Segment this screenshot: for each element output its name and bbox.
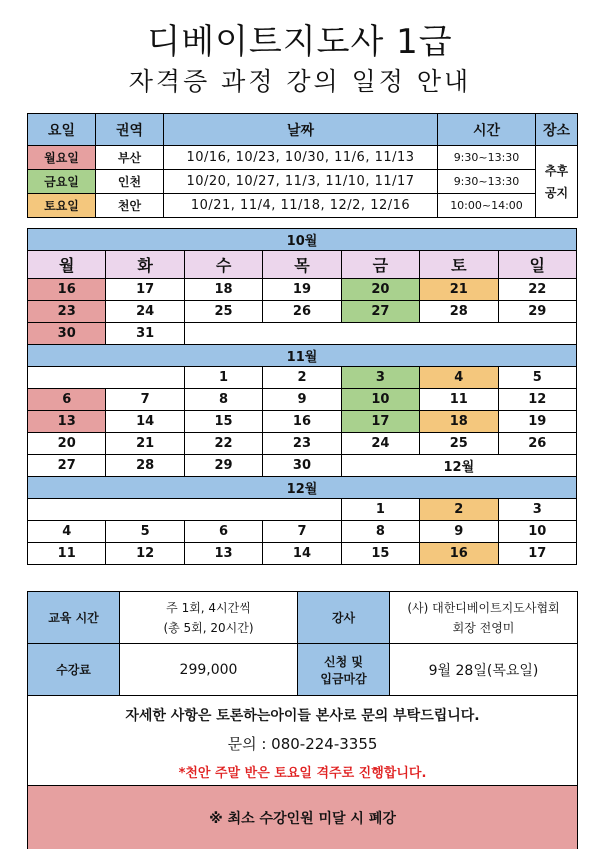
- place-line1: 추후: [544, 163, 569, 178]
- header-place: 장소: [536, 114, 578, 146]
- calendar-day: 22: [498, 279, 576, 301]
- calendar-empty: [28, 367, 185, 389]
- calendar-week: [28, 433, 577, 455]
- calendar-week: [28, 279, 577, 301]
- instructor-value: [390, 592, 578, 644]
- schedule-row-monday: [28, 146, 578, 170]
- header-dates: 날짜: [164, 114, 438, 146]
- weekday-row: [28, 251, 577, 279]
- day-monday: 월요일: [28, 146, 96, 170]
- calendar-day: 20: [28, 433, 106, 455]
- calendar-day: 12: [106, 543, 184, 565]
- calendar-day: 14: [263, 543, 341, 565]
- calendar-day: 27: [341, 301, 419, 323]
- time-incheon: 9:30~13:30: [438, 170, 536, 194]
- calendar-day: 4: [420, 367, 498, 389]
- calendar-day: 8: [341, 521, 419, 543]
- deadline-label-line2: 입금마감: [320, 671, 367, 686]
- info-row-notice: [28, 696, 578, 786]
- instructor-line2: 회장 전영미: [452, 620, 515, 635]
- calendar-day: 24: [106, 301, 184, 323]
- main-title: 디베이트지도사 1급: [147, 22, 453, 62]
- calendar-day: 11: [28, 543, 106, 565]
- header-time: 시간: [438, 114, 536, 146]
- info-table: [27, 591, 578, 849]
- weekday-tue: 화: [106, 251, 184, 279]
- deadline-label: [298, 644, 390, 696]
- calendar-day: 22: [184, 433, 262, 455]
- instructor-label: 강사: [298, 592, 390, 644]
- notice-cheonan: *천안 주말 반은 토요일 격주로 진행합니다.: [178, 765, 427, 781]
- calendar-table: [27, 228, 577, 565]
- calendar-day: 5: [498, 367, 576, 389]
- calendar-day: 19: [263, 279, 341, 301]
- time-busan: 9:30~13:30: [438, 146, 536, 170]
- calendar-day: 12: [498, 389, 576, 411]
- calendar-day: 3: [341, 367, 419, 389]
- place-cell: [536, 146, 578, 218]
- weekday-wed: 수: [184, 251, 262, 279]
- notice-cell: [28, 696, 578, 786]
- header-day: 요일: [28, 114, 96, 146]
- calendar-day: 17: [498, 543, 576, 565]
- calendar-day: 28: [420, 301, 498, 323]
- calendar-day: 9: [420, 521, 498, 543]
- calendar-week: [28, 543, 577, 565]
- notice-inquiry-text: 자세한 사항은 토론하는아이들 본사로 문의 부탁드립니다.: [125, 707, 480, 724]
- calendar-week: [28, 455, 577, 477]
- calendar-week: [28, 323, 577, 345]
- calendar-day: 17: [341, 411, 419, 433]
- calendar-week: [28, 499, 577, 521]
- month-label-oct: 10월: [28, 229, 577, 251]
- calendar-day: 15: [341, 543, 419, 565]
- inline-month-label: 12월: [341, 455, 576, 477]
- calendar-day: 29: [184, 455, 262, 477]
- place-line2: 공지: [544, 185, 569, 200]
- weekday-mon: 월: [28, 251, 106, 279]
- calendar-day: 7: [106, 389, 184, 411]
- month-label-nov: 11월: [28, 345, 577, 367]
- calendar-day: 7: [263, 521, 341, 543]
- cancellation-warning: ※ 최소 수강인원 미달 시 폐강: [28, 786, 578, 849]
- calendar-day: 21: [420, 279, 498, 301]
- dates-busan: 10/16, 10/23, 10/30, 11/6, 11/13: [164, 146, 438, 170]
- calendar-day: 2: [263, 367, 341, 389]
- weekday-thu: 목: [263, 251, 341, 279]
- fee-label: 수강료: [28, 644, 120, 696]
- calendar-week: [28, 367, 577, 389]
- header-region: 권역: [96, 114, 164, 146]
- calendar-empty: [184, 323, 576, 345]
- calendar-day: 25: [420, 433, 498, 455]
- sub-title: 자격증 과정 강의 일정 안내: [128, 67, 472, 96]
- calendar-day: 10: [341, 389, 419, 411]
- calendar-day: 15: [184, 411, 262, 433]
- calendar-week: [28, 411, 577, 433]
- time-cheonan: 10:00~14:00: [438, 194, 536, 218]
- calendar-day: 21: [106, 433, 184, 455]
- notice-phone: 문의 : 080-224-3355: [227, 734, 378, 753]
- calendar-day: 6: [184, 521, 262, 543]
- calendar-day: 24: [341, 433, 419, 455]
- calendar-day: 23: [263, 433, 341, 455]
- calendar-day: 16: [420, 543, 498, 565]
- month-label-dec: 12월: [28, 477, 577, 499]
- calendar-week: [28, 389, 577, 411]
- weekday-sat: 토: [420, 251, 498, 279]
- edu-time-label: 교육 시간: [28, 592, 120, 644]
- deadline-label-line1: 신청 및: [324, 654, 363, 669]
- calendar-day: 1: [341, 499, 419, 521]
- calendar-day: 27: [28, 455, 106, 477]
- calendar-day: 3: [498, 499, 576, 521]
- calendar-day: 30: [28, 323, 106, 345]
- calendar-day: 16: [28, 279, 106, 301]
- calendar-day: 26: [498, 433, 576, 455]
- info-row-2: [28, 644, 578, 696]
- schedule-header-row: [28, 114, 578, 146]
- calendar-day: 26: [263, 301, 341, 323]
- calendar-day: 4: [28, 521, 106, 543]
- calendar-day: 14: [106, 411, 184, 433]
- schedule-table: [27, 113, 578, 218]
- region-incheon: 인천: [96, 170, 164, 194]
- day-friday: 금요일: [28, 170, 96, 194]
- calendar-day: 19: [498, 411, 576, 433]
- schedule-row-saturday: [28, 194, 578, 218]
- calendar-day: 18: [184, 279, 262, 301]
- calendar-day: 23: [28, 301, 106, 323]
- calendar-empty: [28, 499, 342, 521]
- calendar-day: 9: [263, 389, 341, 411]
- calendar-day: 30: [263, 455, 341, 477]
- weekday-sun: 일: [498, 251, 576, 279]
- info-row-warning: [28, 786, 578, 849]
- day-saturday: 토요일: [28, 194, 96, 218]
- calendar-day: 28: [106, 455, 184, 477]
- calendar-day: 20: [341, 279, 419, 301]
- calendar-day: 17: [106, 279, 184, 301]
- deadline-value: 9월 28일(목요일): [390, 644, 578, 696]
- instructor-line1: (사) 대한디베이트지도사협회: [407, 600, 560, 615]
- month-header-nov: [28, 345, 577, 367]
- info-row-1: [28, 592, 578, 644]
- calendar-week: [28, 521, 577, 543]
- month-header-dec: [28, 477, 577, 499]
- dates-cheonan: 10/21, 11/4, 11/18, 12/2, 12/16: [164, 194, 438, 218]
- calendar-day: 11: [420, 389, 498, 411]
- calendar-day: 2: [420, 499, 498, 521]
- region-cheonan: 천안: [96, 194, 164, 218]
- edu-time-value: [120, 592, 298, 644]
- schedule-row-friday: [28, 170, 578, 194]
- calendar-day: 1: [184, 367, 262, 389]
- calendar-day: 16: [263, 411, 341, 433]
- edu-time-line1: 주 1회, 4시간씩: [166, 600, 251, 615]
- calendar-day: 10: [498, 521, 576, 543]
- calendar-day: 13: [28, 411, 106, 433]
- calendar-day: 25: [184, 301, 262, 323]
- calendar-day: 13: [184, 543, 262, 565]
- fee-value: 299,000: [120, 644, 298, 696]
- calendar-day: 6: [28, 389, 106, 411]
- weekday-fri: 금: [341, 251, 419, 279]
- calendar-day: 18: [420, 411, 498, 433]
- region-busan: 부산: [96, 146, 164, 170]
- month-header-oct: [28, 229, 577, 251]
- edu-time-line2: (총 5회, 20시간): [163, 620, 254, 635]
- calendar-day: 8: [184, 389, 262, 411]
- calendar-day: 29: [498, 301, 576, 323]
- calendar-day: 31: [106, 323, 184, 345]
- calendar-day: 5: [106, 521, 184, 543]
- dates-incheon: 10/20, 10/27, 11/3, 11/10, 11/17: [164, 170, 438, 194]
- calendar-week: [28, 301, 577, 323]
